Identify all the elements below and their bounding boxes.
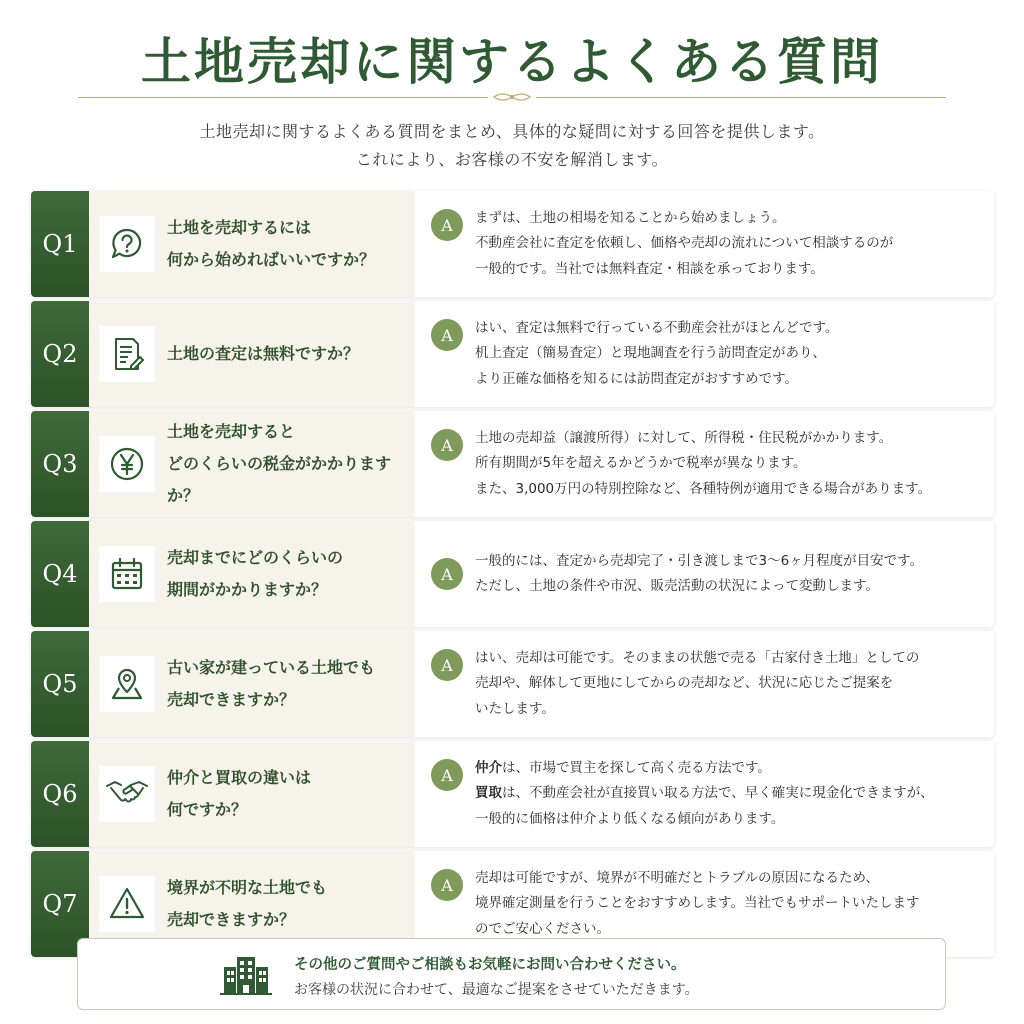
page-title: 土地売却に関するよくある質問 xyxy=(141,32,883,91)
answer-badge: A xyxy=(431,759,463,791)
answer-badge: A xyxy=(431,649,463,681)
answer-text: はい、売却は可能です。そのままの状態で売る「古家付き土地」としての 売却や、解体して更地にしてからの売却など、状況に応じたご提案を いたします。 xyxy=(475,649,920,717)
question-number: Q7 xyxy=(31,851,89,957)
answer-cell xyxy=(415,521,994,627)
ornament-icon xyxy=(492,90,532,104)
answer-cell xyxy=(415,191,994,297)
answer-badge: A xyxy=(431,869,463,901)
question-number: Q3 xyxy=(31,411,89,517)
document-pen-icon xyxy=(99,326,155,382)
faq-item xyxy=(31,631,994,737)
term-kaitori: 買取 xyxy=(475,785,502,802)
answer-text: 土地の売却益（譲渡所得）に対して、所得税・住民税がかかります。 所有期間が5年を超えるかどうかで税率が異なります。 また、3,000万円の特別控除など、各種特例が適用できる場合があります。 xyxy=(475,429,932,497)
calendar-icon xyxy=(99,546,155,602)
question-cell xyxy=(89,631,415,737)
question-text: 土地を売却すると どのくらいの税金がかかりますか？ xyxy=(167,422,392,505)
answer-cell xyxy=(415,741,994,847)
question-bubble-icon xyxy=(99,216,155,272)
question-text: 土地の査定は無料ですか？ xyxy=(167,344,360,363)
faq-item xyxy=(31,301,994,407)
answer-text: まずは、土地の相場を知ることから始めましょう。 不動産会社に査定を依頼し、価格や売却の流れについて相談するのが 一般的です。当社では無料査定・相談を承っております。 xyxy=(475,209,894,277)
answer-badge: A xyxy=(431,319,463,351)
faq-list xyxy=(31,191,994,961)
answer-cell xyxy=(415,301,994,407)
term-chukai: 仲介 xyxy=(475,759,502,776)
yen-coin-icon xyxy=(99,436,155,492)
question-text: 土地を売却するには 何から始めればいいですか？ xyxy=(167,218,376,269)
faq-item xyxy=(31,521,994,627)
faq-item xyxy=(31,741,994,847)
question-number: Q1 xyxy=(31,191,89,297)
question-cell xyxy=(89,521,415,627)
answer-text: 一般的には、査定から売却完了・引き渡しまで3〜6ヶ月程度が目安です。 ただし、土地の条件や市況、販売活動の状況によって変動します。 xyxy=(475,552,924,594)
question-text: 古い家が建っている土地でも 売却できますか？ xyxy=(167,658,376,709)
map-pin-icon xyxy=(99,656,155,712)
question-text: 売却までにどのくらいの 期間がかかりますか？ xyxy=(167,548,344,599)
answer-text: 仲介は、市場で買主を探して高く売る方法です。 買取は、不動産会社が直接買い取る方法で、早く確実に現金化できますが、 一般的に価格は仲介より低くなる傾向があります。 xyxy=(475,759,934,827)
contact-subtext: お客様の状況に合わせて、最適なご提案をさせていただきます。 xyxy=(294,982,699,998)
answer-badge: A xyxy=(431,429,463,461)
faq-item xyxy=(31,191,994,297)
warning-triangle-icon xyxy=(99,876,155,932)
question-number: Q5 xyxy=(31,631,89,737)
answer-cell xyxy=(415,411,994,517)
answer-text: はい、査定は無料で行っている不動産会社がほとんどです。 机上査定（簡易査定）と現地調査を行う訪問査定があり、 より正確な価格を知るには訪問査定がおすすめです。 xyxy=(475,319,839,387)
faq-item xyxy=(31,411,994,517)
handshake-icon xyxy=(99,766,155,822)
page-subtitle-line1: 土地売却に関するよくある質問をまとめ、具体的な疑問に対する回答を提供します。 xyxy=(199,122,825,141)
title-divider xyxy=(78,96,946,100)
building-icon xyxy=(220,955,272,995)
question-number: Q4 xyxy=(31,521,89,627)
answer-badge: A xyxy=(431,558,463,590)
question-number: Q2 xyxy=(31,301,89,407)
answer-cell xyxy=(415,631,994,737)
question-text: 仲介と買取の違いは 何ですか？ xyxy=(167,768,312,819)
question-cell xyxy=(89,741,415,847)
contact-headline: その他のご質問やご相談もお気軽にお問い合わせください。 xyxy=(294,957,686,973)
question-cell xyxy=(89,411,415,517)
answer-text: 売却は可能ですが、境界が不明確だとトラブルの原因になるため、 境界確定測量を行うことをおすすめします。当社でもサポートいたします のでご安心ください。 xyxy=(475,869,920,937)
question-number: Q6 xyxy=(31,741,89,847)
question-cell xyxy=(89,301,415,407)
question-text: 境界が不明な土地でも 売却できますか？ xyxy=(167,878,328,929)
question-cell xyxy=(89,191,415,297)
contact-banner xyxy=(77,938,946,1010)
answer-badge: A xyxy=(431,209,463,241)
page-subtitle-line2: これにより、お客様の不安を解消します。 xyxy=(355,150,669,169)
